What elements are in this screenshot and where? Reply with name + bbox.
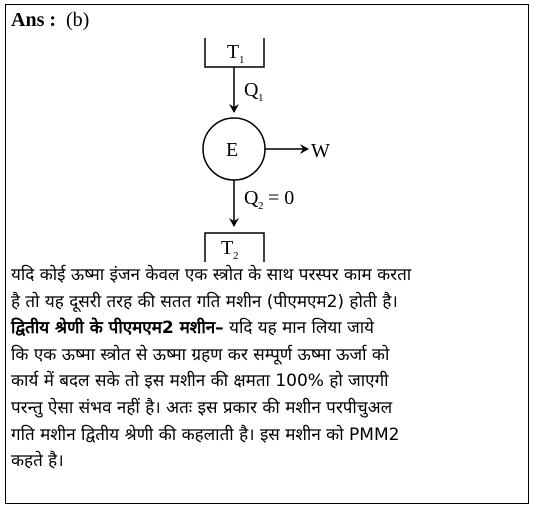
hot-reservoir-sub: 1 [239,54,245,66]
cold-reservoir-sub: 2 [233,250,239,262]
pmm2-heading: द्वितीय श्रेणी के पीएमएम2 मशीन– [11,318,224,339]
paragraph-line: गति मशीन द्वितीय श्रेणी की कहलाती है। इस मशीन को PMM2 [11,424,400,445]
work-label: W [311,140,330,162]
answer-option: (b) [66,9,90,31]
paragraph-line [11,315,523,342]
answer-prefix: Ans : [11,9,57,31]
paragraph-line: कार्य में बदल सके तो इस मशीन की क्षमता 100% हो जाएगी [11,371,389,392]
paragraph-line: यदि कोई ऊष्मा इंजन केवल एक स्त्रोत के साथ परस्पर काम करता [11,265,412,285]
heat-in-sub: 1 [258,92,264,104]
hot-reservoir-label: T [227,41,240,63]
paragraph-line: कि एक ऊष्मा स्त्रोत से ऊष्मा ग्रहण कर सम्पूर्ण ऊष्मा ऊर्जा को [11,344,390,365]
explanation-paragraph [11,262,523,475]
paragraph-line: परन्तु ऐसा संभव नहीं है। अतः इस प्रकार की मशीन परपीचुअल [11,397,393,418]
heat-in-label: Q [244,79,259,101]
heat-out-sub: 2 [258,200,264,212]
cold-reservoir-label: T [221,237,234,259]
paragraph-line: है तो यह दूसरी तरह की सतत गति मशीन (पीएमएम2) होती है। [11,291,398,312]
heat-out-label: Q [244,187,259,209]
heat-out-value: = 0 [268,187,295,209]
engine-label: E [226,139,239,161]
paragraph-line: कहते है। [11,451,64,472]
paragraph-text: यदि यह मान लिया जाये [223,318,374,339]
